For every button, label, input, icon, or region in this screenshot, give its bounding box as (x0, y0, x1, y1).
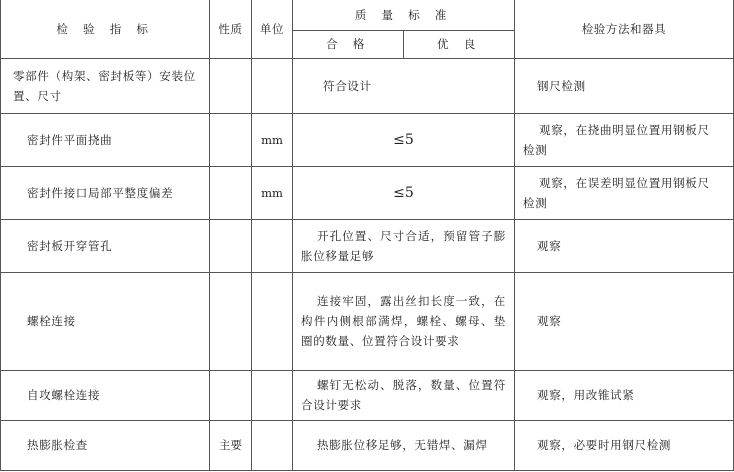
header-item: 检 验 指 标 (1, 0, 210, 58)
table-row (1, 370, 734, 420)
row-item: 自攻螺栓连接 (1, 370, 210, 420)
row-standard: 螺钉无松动、脱落，数量、位置符合设计要求 (293, 370, 515, 420)
row-nature: 主要 (210, 420, 252, 470)
header-excellent: 优 良 (404, 30, 515, 58)
row-item: 零部件（构架、密封板等）安装位置、尺寸 (1, 58, 210, 113)
row-standard: 开孔位置、尺寸合适，预留管子膨胀位移量足够 (293, 219, 515, 272)
row-standard: 连接牢固，露出丝扣长度一致，在构件内侧根部满焊，螺栓、螺母、垫圈的数量、位置符合设计要求 (293, 272, 515, 370)
row-item: 热膨胀检查 (1, 420, 210, 470)
row-standard: 热膨胀位移足够，无错焊、漏焊 (293, 420, 515, 470)
header-row-1 (1, 0, 734, 30)
table-row (1, 420, 734, 470)
table-row (1, 166, 734, 219)
row-item: 密封件接口局部平整度偏差 (1, 166, 210, 219)
row-method: 观察 (515, 272, 734, 370)
header-unit: 单位 (252, 0, 293, 58)
row-unit (252, 272, 293, 370)
row-unit (252, 219, 293, 272)
row-unit (252, 370, 293, 420)
row-unit (252, 420, 293, 470)
row-method: 观察，用改锥试紧 (515, 370, 734, 420)
row-standard: 符合设计 (293, 58, 515, 113)
row-standard: ≤5 (293, 113, 515, 166)
row-nature (210, 58, 252, 113)
row-method: 观察，在挠曲明显位置用钢板尺检测 (515, 113, 734, 166)
row-method: 观察，必要时用钢尺检测 (515, 420, 734, 470)
row-nature (210, 219, 252, 272)
table-row (1, 58, 734, 113)
table-row (1, 113, 734, 166)
row-method: 钢尺检测 (515, 58, 734, 113)
row-method: 观察 (515, 219, 734, 272)
row-unit: mm (252, 166, 293, 219)
row-method: 观察，在误差明显位置用钢板尺检测 (515, 166, 734, 219)
row-item: 密封件平面挠曲 (1, 113, 210, 166)
row-nature (210, 166, 252, 219)
row-nature (210, 370, 252, 420)
header-nature: 性质 (210, 0, 252, 58)
row-standard: ≤5 (293, 166, 515, 219)
table-row (1, 219, 734, 272)
row-nature (210, 113, 252, 166)
row-item: 密封板开穿管孔 (1, 219, 210, 272)
row-item: 螺栓连接 (1, 272, 210, 370)
row-nature (210, 272, 252, 370)
row-unit (252, 58, 293, 113)
header-quality-standard: 质 量 标 准 (293, 0, 515, 30)
row-unit: mm (252, 113, 293, 166)
header-qualified: 合 格 (293, 30, 404, 58)
table-row (1, 272, 734, 370)
header-method: 检验方法和器具 (515, 0, 734, 58)
